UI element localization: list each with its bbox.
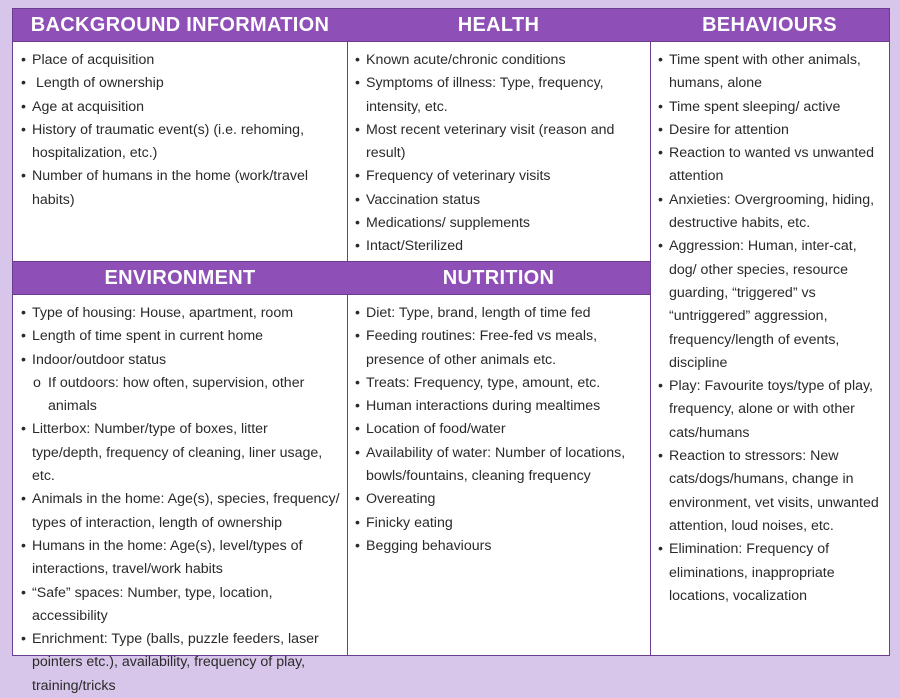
column-left	[13, 9, 348, 694]
environment-header: ENVIRONMENT	[13, 262, 347, 295]
column-middle	[347, 9, 651, 655]
list-item: • Length of ownership	[21, 75, 164, 92]
behaviours-header: BEHAVIOURS	[650, 9, 889, 42]
list-item: • Enrichment: Type (balls, puzzle feeders, laser pointers etc.), availability, frequency of play, training/tricks	[21, 631, 319, 694]
list-item: • Indoor/outdoor status	[21, 351, 167, 368]
list-item: • Treats: Frequency, type, amount, etc.	[355, 374, 601, 391]
list-item: • Diet: Type, brand, length of time fed	[355, 305, 591, 321]
list-item: • Availability of water: Number of locations, bowls/fountains, cleaning frequency	[355, 444, 626, 485]
background-list	[13, 42, 347, 212]
list-item: • Frequency of veterinary visits	[355, 168, 551, 185]
environment-list	[13, 295, 347, 698]
nutrition-header: NUTRITION	[347, 262, 650, 295]
list-item: • History of traumatic event(s) (i.e. rehoming, hospitalization, etc.)	[21, 121, 305, 162]
behaviours-list	[650, 42, 889, 608]
health-header: HEALTH	[347, 9, 650, 42]
list-item: • Animals in the home: Age(s), species, frequency/ types of interaction, length of ownership	[21, 491, 340, 531]
background-header: BACKGROUND INFORMATION	[13, 9, 347, 42]
section-background-information	[13, 9, 347, 261]
section-behaviours	[650, 9, 889, 655]
list-item: • Vaccination status	[355, 191, 481, 208]
health-list	[347, 42, 650, 282]
list-item: • Feeding routines: Free-fed vs meals, presence of other animals etc.	[355, 328, 598, 368]
nutrition-list	[347, 295, 650, 558]
list-item: • Anxieties: Overgrooming, hiding, destructive habits, etc.	[658, 191, 875, 232]
list-item: • Medications/ supplements	[355, 215, 531, 232]
list-item: • Elimination: Frequency of eliminations, inappropriate locations, vocalization	[658, 541, 835, 604]
list-item: • Reaction to stressors: New cats/dogs/humans, change in environment, vet visits, unwanted attention, loud noises, etc.	[658, 448, 879, 534]
list-item: • Age at acquisition	[21, 98, 144, 115]
list-item: • Aggression: Human, inter-cat, dog/ other species, resource guarding, “triggered” vs “untriggered” aggression, frequency/length of events, discipline	[658, 238, 857, 371]
list-item: • Number of humans in the home (work/travel habits)	[21, 168, 308, 208]
list-item: • Litterbox: Number/type of boxes, litter type/depth, frequency of cleaning, liner usage, etc.	[21, 421, 323, 485]
list-item: • Location of food/water	[355, 421, 506, 438]
list-item: • Intact/Sterilized	[355, 238, 463, 255]
list-item: • Type of housing: House, apartment, room	[21, 305, 294, 321]
list-sub-item: o If outdoors: how often, supervision, other animals	[33, 374, 305, 415]
list-item: • Time spent sleeping/ active	[658, 98, 841, 115]
list-item: • Finicky eating	[355, 514, 453, 531]
list-item: • Most recent veterinary visit (reason and result)	[355, 121, 615, 162]
section-health	[347, 9, 650, 261]
list-item: • Human interactions during mealtimes	[355, 398, 601, 415]
section-environment	[13, 261, 347, 694]
list-item: • Begging behaviours	[355, 537, 492, 554]
section-nutrition	[347, 261, 650, 655]
list-item: • Humans in the home: Age(s), level/types of interactions, travel/work habits	[21, 537, 303, 578]
list-item: • Reaction to wanted vs unwanted attention	[658, 145, 875, 185]
list-item: • “Safe” spaces: Number, type, location, accessibility	[21, 584, 273, 624]
column-right	[650, 9, 889, 655]
list-item: • Known acute/chronic conditions	[355, 52, 566, 68]
list-item: • Symptoms of illness: Type, frequency, intensity, etc.	[355, 75, 604, 115]
list-item: • Desire for attention	[658, 121, 789, 138]
history-table	[12, 8, 890, 694]
list-item: • Time spent with other animals, humans, alone	[658, 52, 861, 92]
list-item: • Length of time spent in current home	[21, 328, 264, 345]
list-item: • Place of acquisition	[21, 52, 155, 68]
list-item: • Play: Favourite toys/type of play, frequency, alone or with other cats/humans	[658, 378, 873, 441]
list-item: • Overeating	[355, 491, 436, 508]
